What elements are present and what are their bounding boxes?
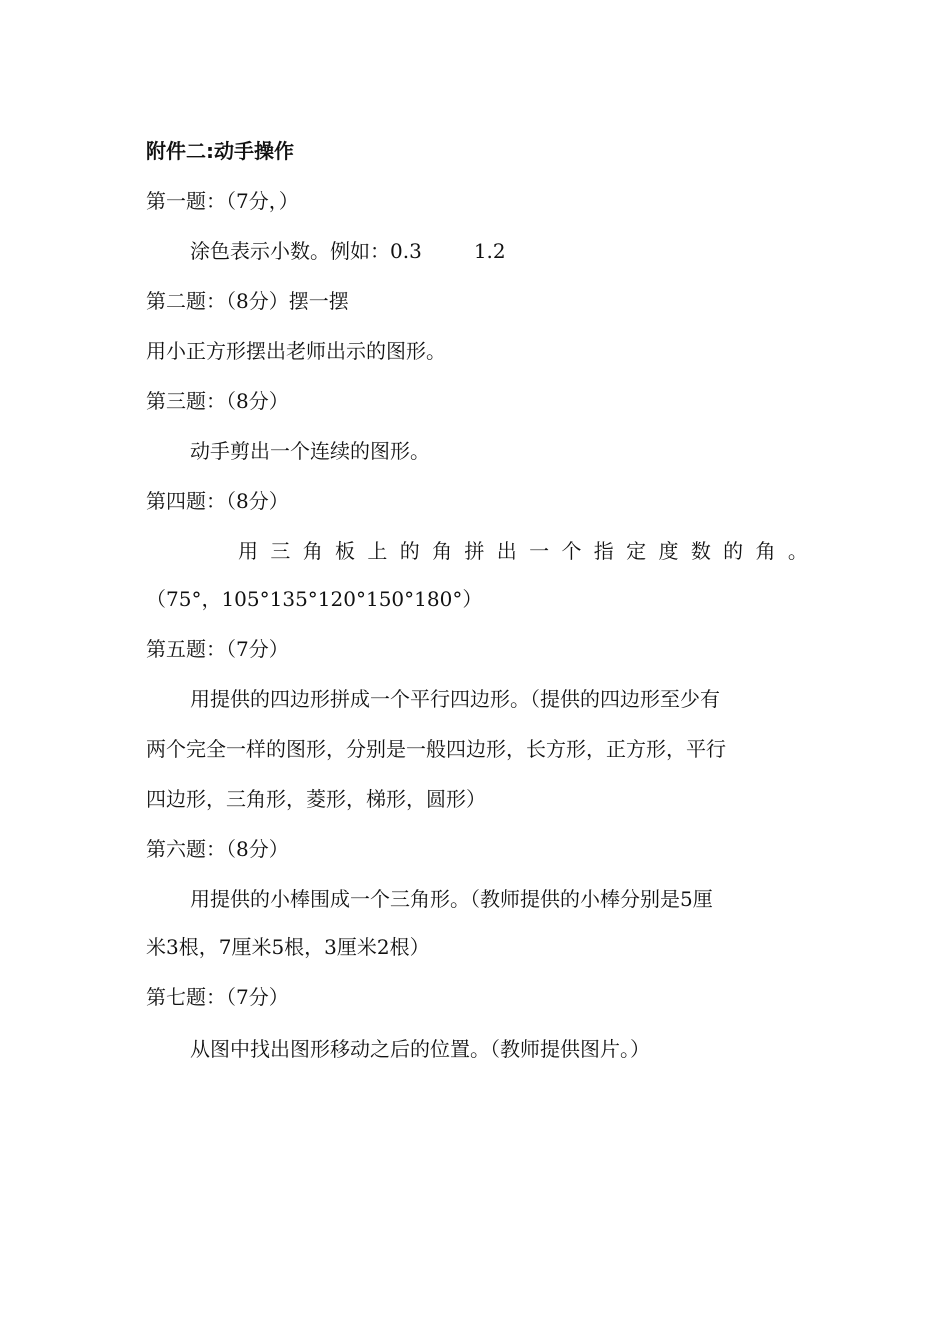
q4-body-line2: （75°，105°135°120°150°180°） [146,587,483,611]
q4-char: 度 [658,539,679,563]
q5-body-line2: 两个完全一样的图形，分别是一般四边形，长方形，正方形，平行 [146,737,726,761]
q4-char: 数 [690,539,711,563]
q4-char: 拼 [464,539,485,563]
q4-char: 上 [367,539,388,563]
q4-char: 板 [335,539,356,563]
q4-char: 三 [270,539,291,563]
q4-char: 出 [496,539,517,563]
q4-char: 一 [529,539,550,563]
q4-char: 的 [723,539,744,563]
q4-char: 的 [399,539,420,563]
q4-char: 指 [593,539,614,563]
q4-char: 角 [302,539,323,563]
document-heading: 附件二:动手操作 [146,139,294,163]
q4-body-line1 [238,536,808,566]
q3-body: 动手剪出一个连续的图形。 [190,439,430,463]
q7-body: 从图中找出图形移动之后的位置。（教师提供图片。） [190,1037,650,1061]
q7-title: 第七题：（7分） [146,985,289,1009]
q4-char: 。 [787,539,808,563]
q4-char: 用 [238,539,258,563]
q1-body [190,236,808,266]
q5-body-line3: 四边形，三角形，菱形，梯形，圆形） [146,787,486,811]
q1-title: 第一题：（7分，） [146,189,299,213]
q5-title: 第五题：（7分） [146,637,289,661]
q1-body-text: 涂色表示小数。例如：0.3 [190,239,422,263]
q6-body-line2: 米3根，7厘米5根，3厘米2根） [146,935,430,959]
q4-char: 定 [626,539,647,563]
q4-char: 个 [561,539,582,563]
q4-char: 角 [432,539,453,563]
q1-example-value: 1.2 [473,239,506,263]
q3-title: 第三题：（8分） [146,389,289,413]
q6-body-line1: 用提供的小棒围成一个三角形。（教师提供的小棒分别是5厘 [190,887,713,911]
q6-title: 第六题：（8分） [146,837,289,861]
q2-title: 第二题：（8分）摆一摆 [146,289,349,313]
q4-title: 第四题：（8分） [146,489,289,513]
q2-body: 用小正方形摆出老师出示的图形。 [146,339,446,363]
q4-char: 角 [755,539,776,563]
q5-body-line1: 用提供的四边形拼成一个平行四边形。（提供的四边形至少有 [190,687,720,711]
